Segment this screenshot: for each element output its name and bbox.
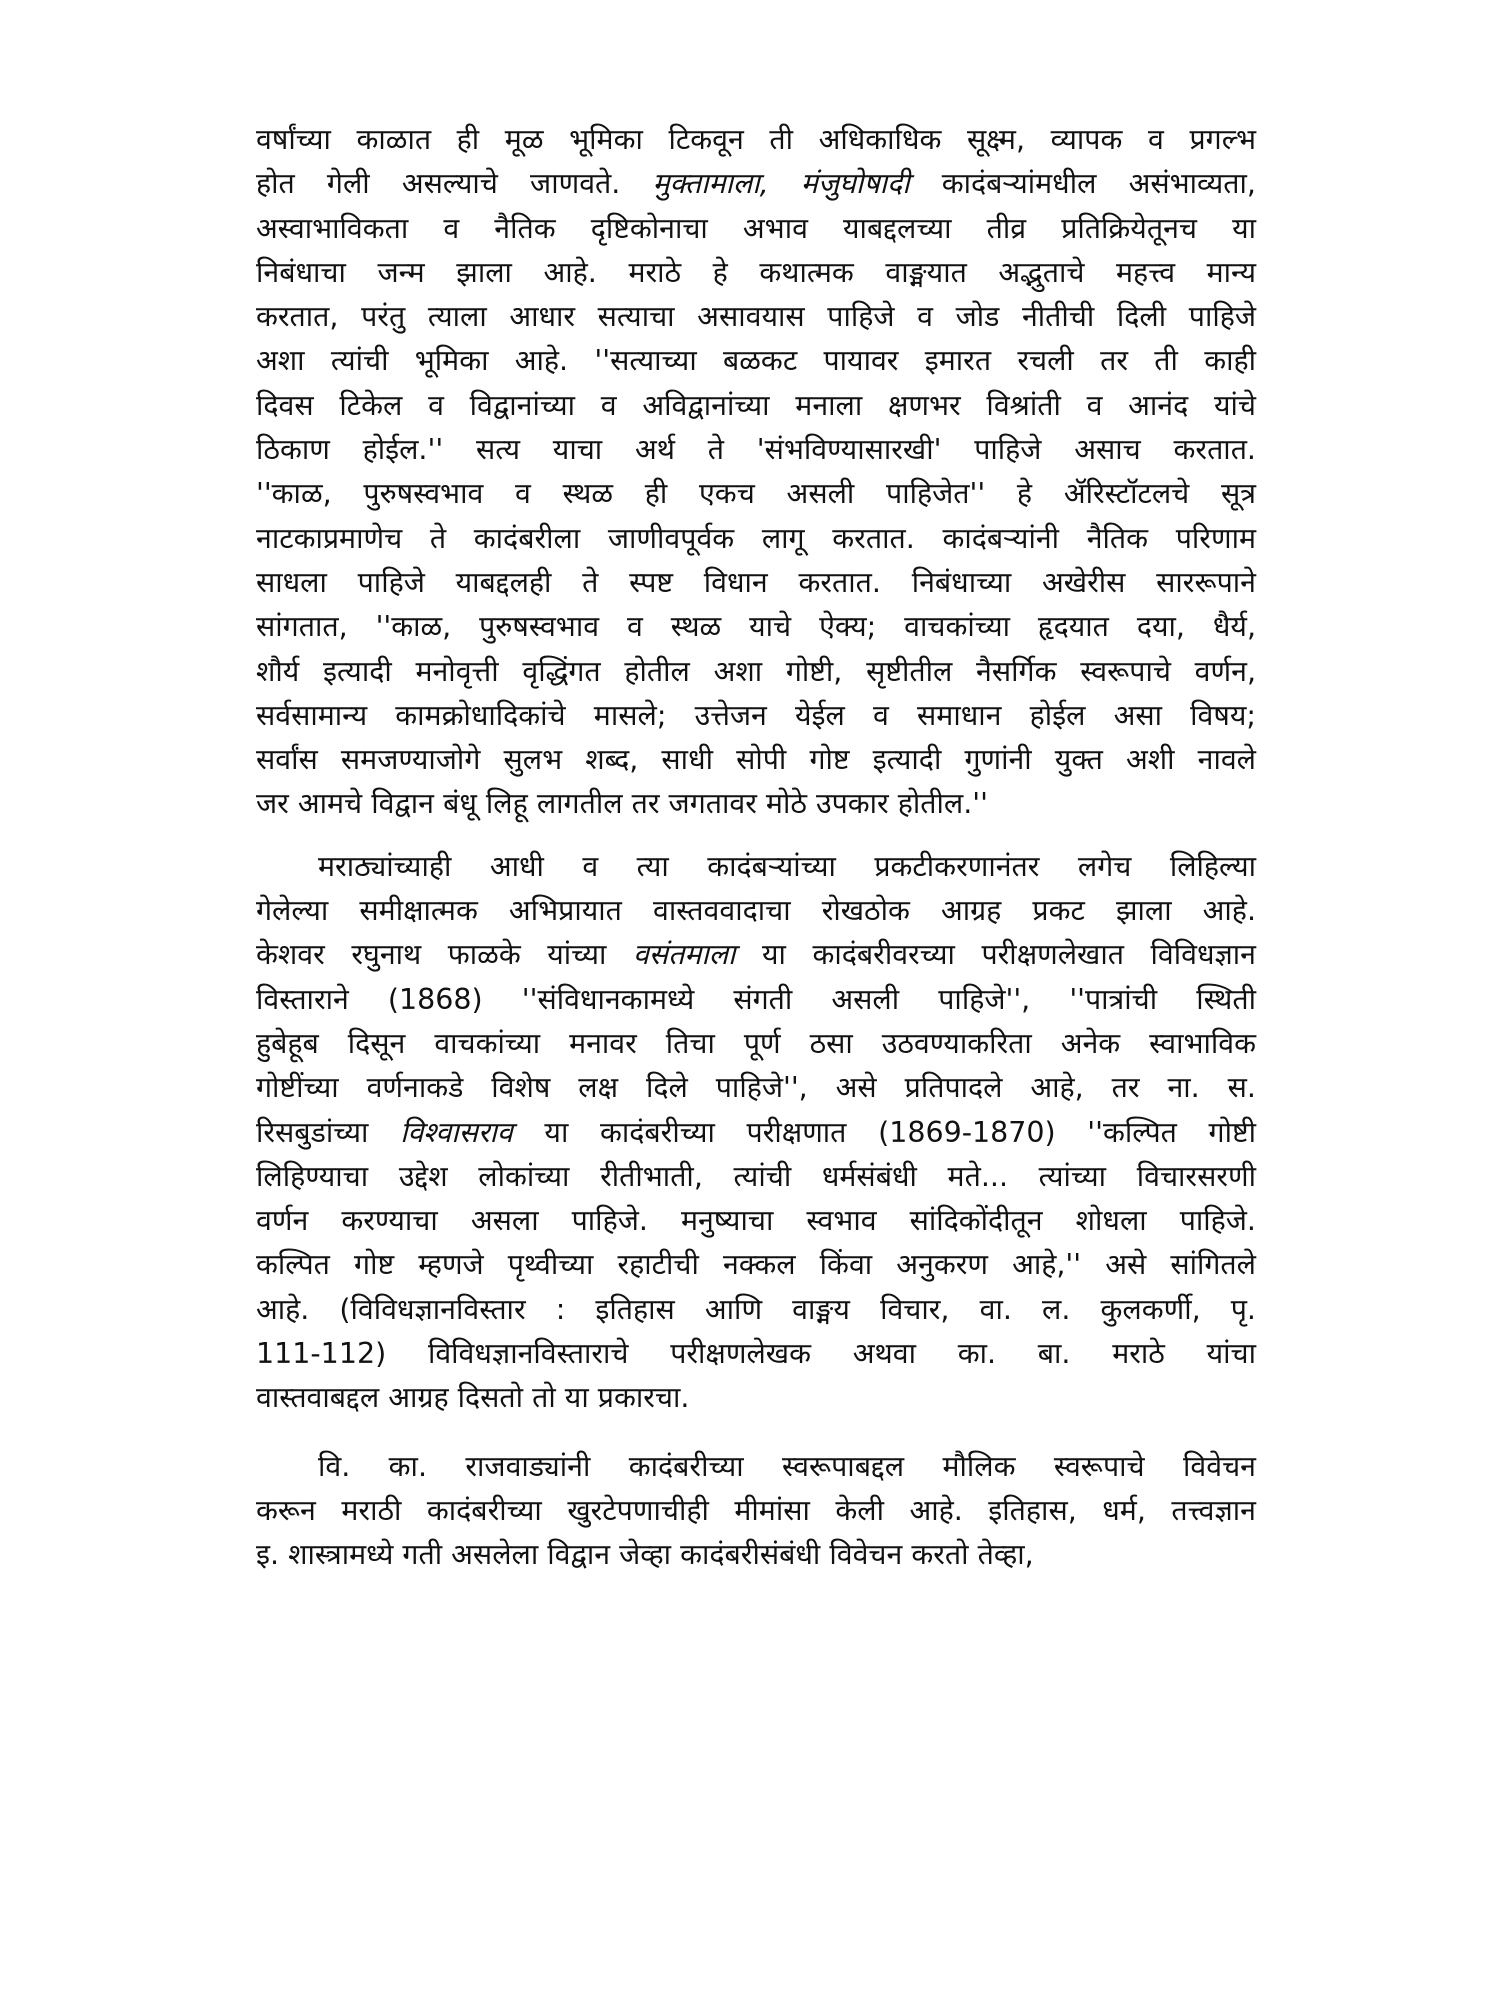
text-run: ठिकाण होईल.'' सत्य याचा अर्थ ते 'संभविण्यासारखी' पाहिजे असाच करतात. [256,433,1256,467]
text-run: अस्वाभाविकता व नैतिक दृष्टिकोनाचा अभाव याबद्दलच्या तीव्र प्रतिक्रियेतूनच या [256,211,1256,245]
text-line [256,207,1256,251]
text-run: करतात, परंतु त्याला आधार सत्याचा असावयास पाहिजे व जोड नीतीची दिली पाहिजे [256,300,1256,334]
text-run: वि. का. राजवाड्यांनी कादंबरीच्या स्वरूपाबद्दल मौलिक स्वरूपाचे विवेचन [318,1449,1256,1483]
text-run: हुबेहूब दिसून वाचकांच्या मनावर तिचा पूर्ण ठसा उठवण्याकरिता अनेक स्वाभाविक [256,1026,1256,1060]
text-run: साधला पाहिजे याबद्दलही ते स्पष्ट विधान करतात. निबंधाच्या अखेरीस साररूपाने [256,565,1256,599]
text-line [256,782,1256,826]
paragraph [256,1445,1256,1578]
text-line [256,1111,1256,1155]
text-line [256,1288,1256,1332]
text-line [256,517,1256,561]
text-run: या कादंबरीच्या परीक्षणात (1869-1870) ''कल्पित गोष्टी [512,1115,1256,1149]
text-run: शौर्य इत्यादी मनोवृत्ती वृद्धिंगत होतील अशा गोष्टी, सृष्टीतील नैसर्गिक स्वरूपाचे वर्णन, [256,654,1256,688]
text-line [256,162,1256,206]
text-run: केशवर रघुनाथ फाळके यांच्या [256,938,633,972]
text-run: होत गेली असल्याचे जाणवते. [256,167,653,201]
text-run: आहे. (विविधज्ञानविस्तार : इतिहास आणि वाङ्मय विचार, वा. ल. कुलकर्णी, पृ. [256,1292,1256,1326]
text-run: गोष्टींच्या वर्णनाकडे विशेष लक्ष दिले पाहिजे'', असे प्रतिपादले आहे, तर ना. स. [256,1071,1256,1105]
text-line [256,1533,1256,1577]
text-line [256,472,1256,516]
text-line [256,1155,1256,1199]
text-line [256,384,1256,428]
text-line [256,1199,1256,1243]
text-run: अशा त्यांची भूमिका आहे. ''सत्याच्या बळकट पायावर इमारत रचली तर ती काही [256,344,1256,378]
text-run: नाटकाप्रमाणेच ते कादंबरीला जाणीवपूर्वक लागू करतात. कादंबऱ्यांनी नैतिक परिणाम [256,521,1256,555]
book-title: विश्वासराव [400,1115,513,1149]
text-line [256,1376,1256,1420]
text-run: रिसबुडांच्या [256,1115,401,1149]
paragraph-gap [256,1421,1256,1445]
text-run: वर्षांच्या काळात ही मूळ भूमिका टिकवून ती अधिकाधिक सूक्ष्म, व्यापक व प्रगल्भ [256,123,1256,156]
text-line [256,1445,1256,1489]
text-run: कल्पित गोष्ट म्हणजे पृथ्वीच्या रहाटीची नक्कल किंवा अनुकरण आहे,'' असे सांगितले [256,1248,1256,1282]
text-line [256,1489,1256,1533]
text-run: करून मराठी कादंबरीच्या खुरटेपणाचीही मीमांसा केली आहे. इतिहास, धर्म, तत्त्वज्ञान [256,1493,1256,1527]
text-line [256,1066,1256,1110]
text-run: विस्ताराने (1868) ''संविधानकामध्ये संगती असली पाहिजे'', ''पात्रांची स्थिती [256,982,1256,1016]
book-title: वसंतमाला [632,938,736,972]
text-line [256,1022,1256,1066]
book-title: मुक्तामाला, मंजुघोषादी [652,167,910,201]
text-line [256,978,1256,1022]
text-run: मराठ्यांच्याही आधी व त्या कादंबऱ्यांच्या प्रकटीकरणानंतर लगेच लिहिल्या [318,849,1256,883]
text-run: कादंबऱ्यांमधील असंभाव्यता, [909,167,1256,201]
text-run: ''काळ, पुरुषस्वभाव व स्थळ ही एकच असली पाहिजेत'' हे ॲरिस्टॉटलचे सूत्र [256,477,1256,511]
text-run: लिहिण्याचा उद्देश लोकांच्या रीतीभाती, त्यांची धर्मसंबंधी मते... त्यांच्या विचारसरणी [256,1159,1256,1193]
text-run: निबंधाचा जन्म झाला आहे. मराठे हे कथात्मक वाङ्मयात अद्भुताचे महत्त्व मान्य [256,255,1256,289]
body-text [256,118,1256,1578]
text-run: वास्तवाबद्दल आग्रह दिसतो तो या प्रकारचा. [256,1381,690,1415]
text-line [256,339,1256,383]
text-run: गेलेल्या समीक्षात्मक अभिप्रायात वास्तववादाचा रोखठोक आग्रह प्रकट झाला आहे. [256,894,1256,928]
text-run: या कादंबरीवरच्या परीक्षणलेखात विविधज्ञान [735,938,1257,972]
text-line [256,295,1256,339]
text-line [256,889,1256,933]
paragraph-gap [256,827,1256,845]
text-run: दिवस टिकेल व विद्वानांच्या व अविद्वानांच्या मनाला क्षणभर विश्रांती व आनंद यांचे [256,388,1256,422]
text-line [256,1243,1256,1287]
text-line [256,845,1256,889]
text-line [256,933,1256,977]
text-run: जर आमचे विद्वान बंधू लिहू लागतील तर जगतावर मोठे उपकार होतील.'' [256,787,988,821]
text-run: सांगतात, ''काळ, पुरुषस्वभाव व स्थळ याचे ऐक्य; वाचकांच्या हृदयात दया, धैर्य, [256,610,1256,644]
paragraph [256,118,1256,827]
text-line [256,605,1256,649]
text-line [256,118,1256,162]
text-line [256,1332,1256,1376]
text-run: 111-112) विविधज्ञानविस्ताराचे परीक्षणलेखक अथवा का. बा. मराठे यांचा [256,1337,1256,1371]
text-run: वर्णन करण्याचा असला पाहिजे. मनुष्याचा स्वभाव सांदिकोंदीतून शोधला पाहिजे. [256,1204,1256,1238]
text-run: इ. शास्त्रामध्ये गती असलेला विद्वान जेव्हा कादंबरीसंबंधी विवेचन करतो तेव्हा, [256,1538,1034,1572]
text-line [256,650,1256,694]
text-line [256,428,1256,472]
text-run: सर्वसामान्य कामक्रोधादिकांचे मासले; उत्तेजन येईल व समाधान होईल असा विषय; [256,698,1256,732]
paragraph [256,845,1256,1421]
text-line [256,738,1256,782]
text-line [256,561,1256,605]
text-line [256,694,1256,738]
text-line [256,251,1256,295]
text-run: सर्वांस समजण्याजोगे सुलभ शब्द, साधी सोपी गोष्ट इत्यादी गुणांनी युक्त अशी नावले [256,743,1256,777]
